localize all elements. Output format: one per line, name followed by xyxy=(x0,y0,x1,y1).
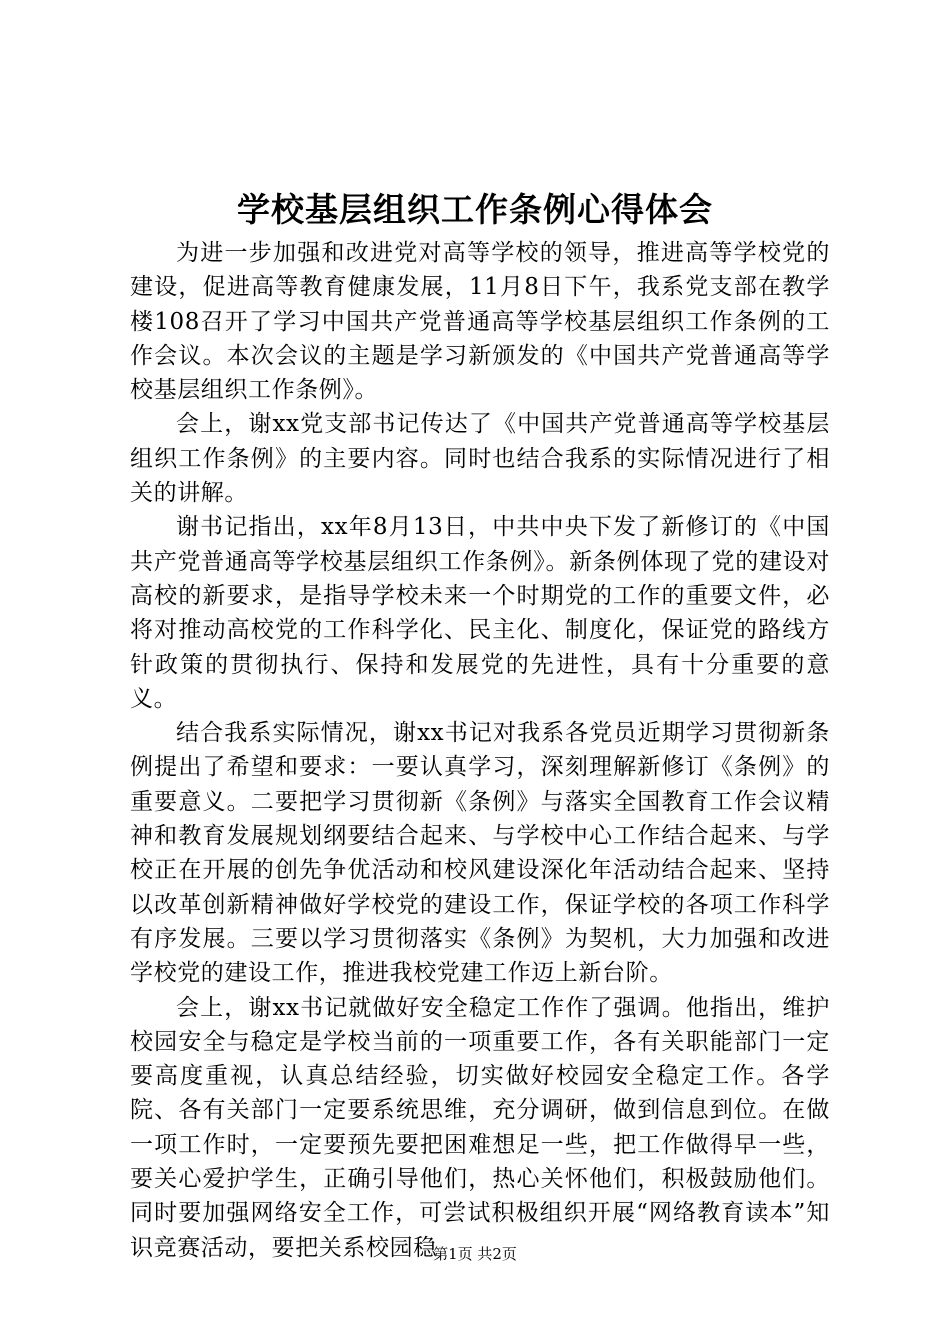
paragraph: 会上，谢xx书记就做好安全稳定工作作了强调。他指出，维护校园安全与稳定是学校当前的一项重要工作，各有关职能部门一定要高度重视，认真总结经验，切实做好校园安全稳定工作。各学院、各有关部门一定要系统思维，充分调研，做到信息到位。在做一项工作时，一定要预先要把困难想足一些，把工作做得早一些，要关心爱护学生，正确引导他们，热心关怀他们，积极鼓励他们。同时要加强网络安全工作，可尝试积极组织开展“网络教育读本”知识竞赛活动，要把关系校园稳 xyxy=(130,994,830,1261)
paragraph: 会上，谢xx党支部书记传达了《中国共产党普通高等学校基层组织工作条例》的主要内容。同时也结合我系的实际情况进行了相关的讲解。 xyxy=(130,411,830,507)
paragraph: 为进一步加强和改进党对高等学校的领导，推进高等学校党的建设，促进高等教育健康发展，11月8日下午，我系党支部在教学楼108召开了学习中国共产党普通高等学校基层组织工作条例的工作会议。本次会议的主题是学习新颁发的《中国共产党普通高等学校基层组织工作条例》。 xyxy=(130,240,830,404)
document-body xyxy=(130,236,830,1265)
page-title: 学校基层组织工作条例心得体会 xyxy=(237,190,713,229)
page-number-footer: 第1页 共2页 xyxy=(433,1245,517,1263)
paragraph: 谢书记指出，xx年8月13日，中共中央下发了新修订的《中国共产党普通高等学校基层组织工作条例》。新条例体现了党的建设对高校的新要求，是指导学校未来一个时期党的工作的重要文件，必将对推动高校党的工作科学化、民主化、制度化，保证党的路线方针政策的贯彻执行、保持和发展党的先进性，具有十分重要的意义。 xyxy=(130,514,830,712)
paragraph: 结合我系实际情况，谢xx书记对我系各党员近期学习贯彻新条例提出了希望和要求：一要认真学习，深刻理解新修订《条例》的重要意义。二要把学习贯彻新《条例》与落实全国教育工作会议精神和教育发展规划纲要结合起来、与学校中心工作结合起来、与学校正在开展的创先争优活动和校风建设深化年活动结合起来、坚持以改革创新精神做好学校党的建设工作，保证学校的各项工作科学有序发展。三要以学习贯彻落实《条例》为契机，大力加强和改进学校党的建设工作，推进我校党建工作迈上新台阶。 xyxy=(130,720,830,987)
